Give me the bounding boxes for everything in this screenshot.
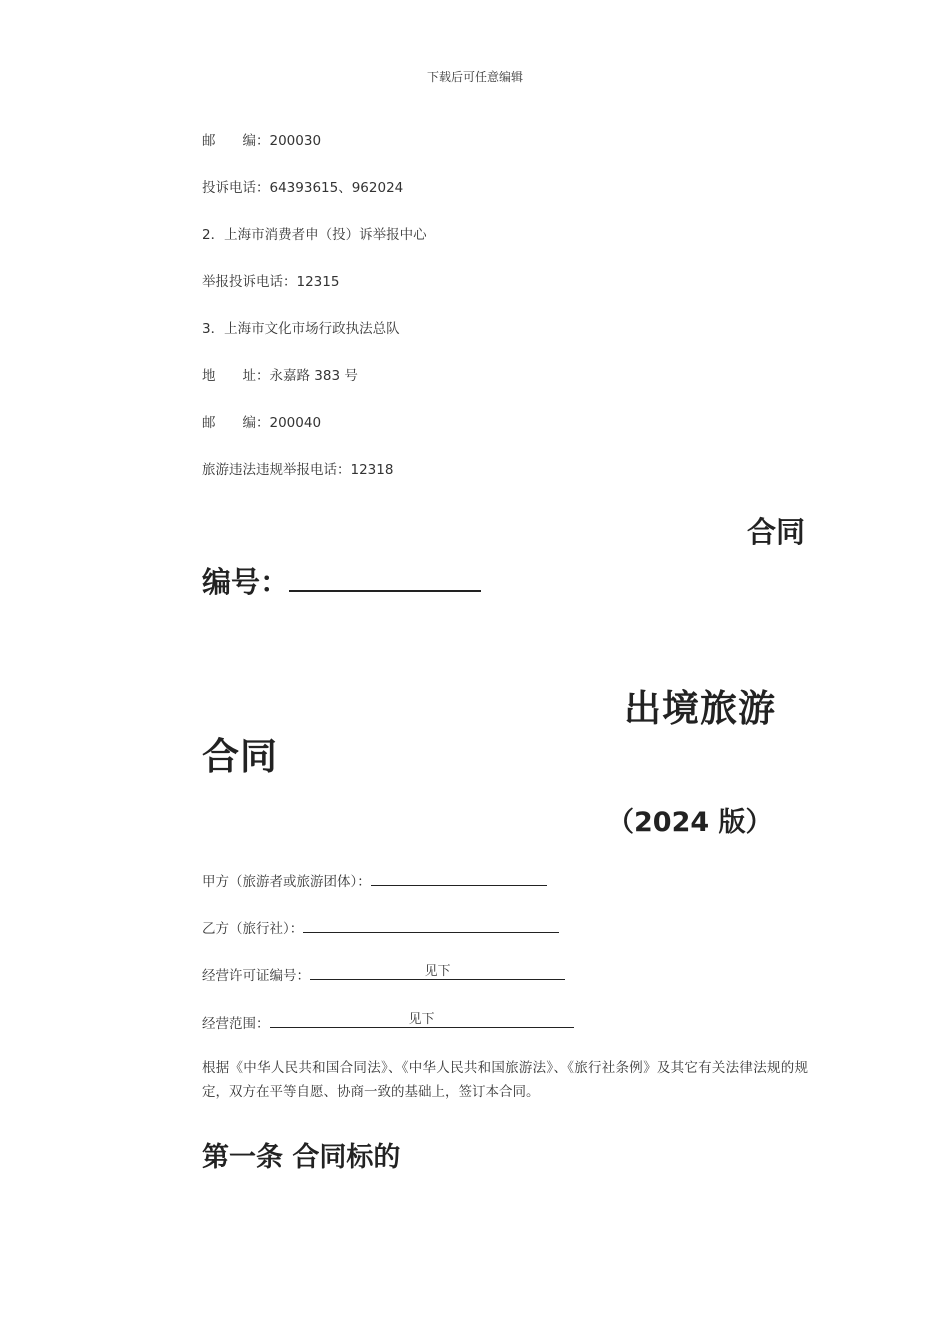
- zip-value: 200030: [269, 133, 322, 149]
- contract-number-line: [202, 560, 481, 601]
- tourism-report-line: [202, 458, 393, 478]
- party-b-field[interactable]: [303, 918, 559, 933]
- party-a-label: 甲方（旅游者或旅游团体）：: [202, 874, 371, 890]
- license-label: 经营许可证编号：: [202, 968, 310, 984]
- complaint-phone-line: [202, 176, 403, 196]
- org-consumer-center: 2．上海市消费者申（投）诉举报中心: [202, 227, 427, 243]
- header-note: 下载后可任意编辑: [426, 70, 523, 84]
- contract-title: 出境旅游: [624, 687, 776, 730]
- address-label: 地 址：: [202, 368, 270, 384]
- zip-label: 邮 编：: [202, 133, 270, 149]
- party-a-field[interactable]: [371, 871, 547, 886]
- report-phone-label: 举报投诉电话：: [202, 274, 297, 290]
- zip-line-1: [202, 129, 321, 149]
- contract-edition: （2024 版）: [607, 807, 773, 838]
- license-field[interactable]: [310, 965, 565, 980]
- party-b-label: 乙方（旅行社）：: [202, 921, 304, 937]
- contract-number-blank[interactable]: [289, 564, 481, 592]
- complaint-phone-value: 64393615、962024: [269, 180, 404, 196]
- license-value: 见下: [424, 964, 451, 979]
- section-heading: 第一条 合同标的: [202, 1142, 401, 1173]
- party-b-line: [202, 917, 559, 937]
- scope-field[interactable]: [270, 1013, 574, 1028]
- contract-title-continued: 合同: [202, 735, 278, 778]
- zip-label: 邮 编：: [202, 415, 270, 431]
- contract-number-label: 编号：: [202, 565, 290, 599]
- zip-value: 200040: [269, 415, 322, 431]
- report-phone-value: 12315: [296, 274, 340, 290]
- address-line: [202, 364, 358, 384]
- tourism-report-label: 旅游违法违规举报电话：: [202, 462, 351, 478]
- scope-line: [202, 1012, 574, 1032]
- tourism-report-value: 12318: [350, 462, 394, 478]
- zip-line-2: [202, 411, 321, 431]
- preamble-paragraph: 根据《中华人民共和国合同法》、《中华人民共和国旅游法》、《旅行社条例》及其它有关法律法规的规定，双方在平等自愿、协商一致的基础上，签订本合同。: [202, 1060, 808, 1100]
- complaint-phone-label: 投诉电话：: [202, 180, 270, 196]
- report-phone-line: [202, 270, 339, 290]
- org-culture-enforcement: 3．上海市文化市场行政执法总队: [202, 321, 400, 337]
- scope-value: 见下: [408, 1012, 435, 1027]
- license-line: [202, 964, 565, 984]
- scope-label: 经营范围：: [202, 1016, 270, 1032]
- address-value: 永嘉路 383 号: [269, 368, 358, 384]
- contract-number-heading: 合同: [747, 515, 806, 549]
- party-a-line: [202, 870, 547, 890]
